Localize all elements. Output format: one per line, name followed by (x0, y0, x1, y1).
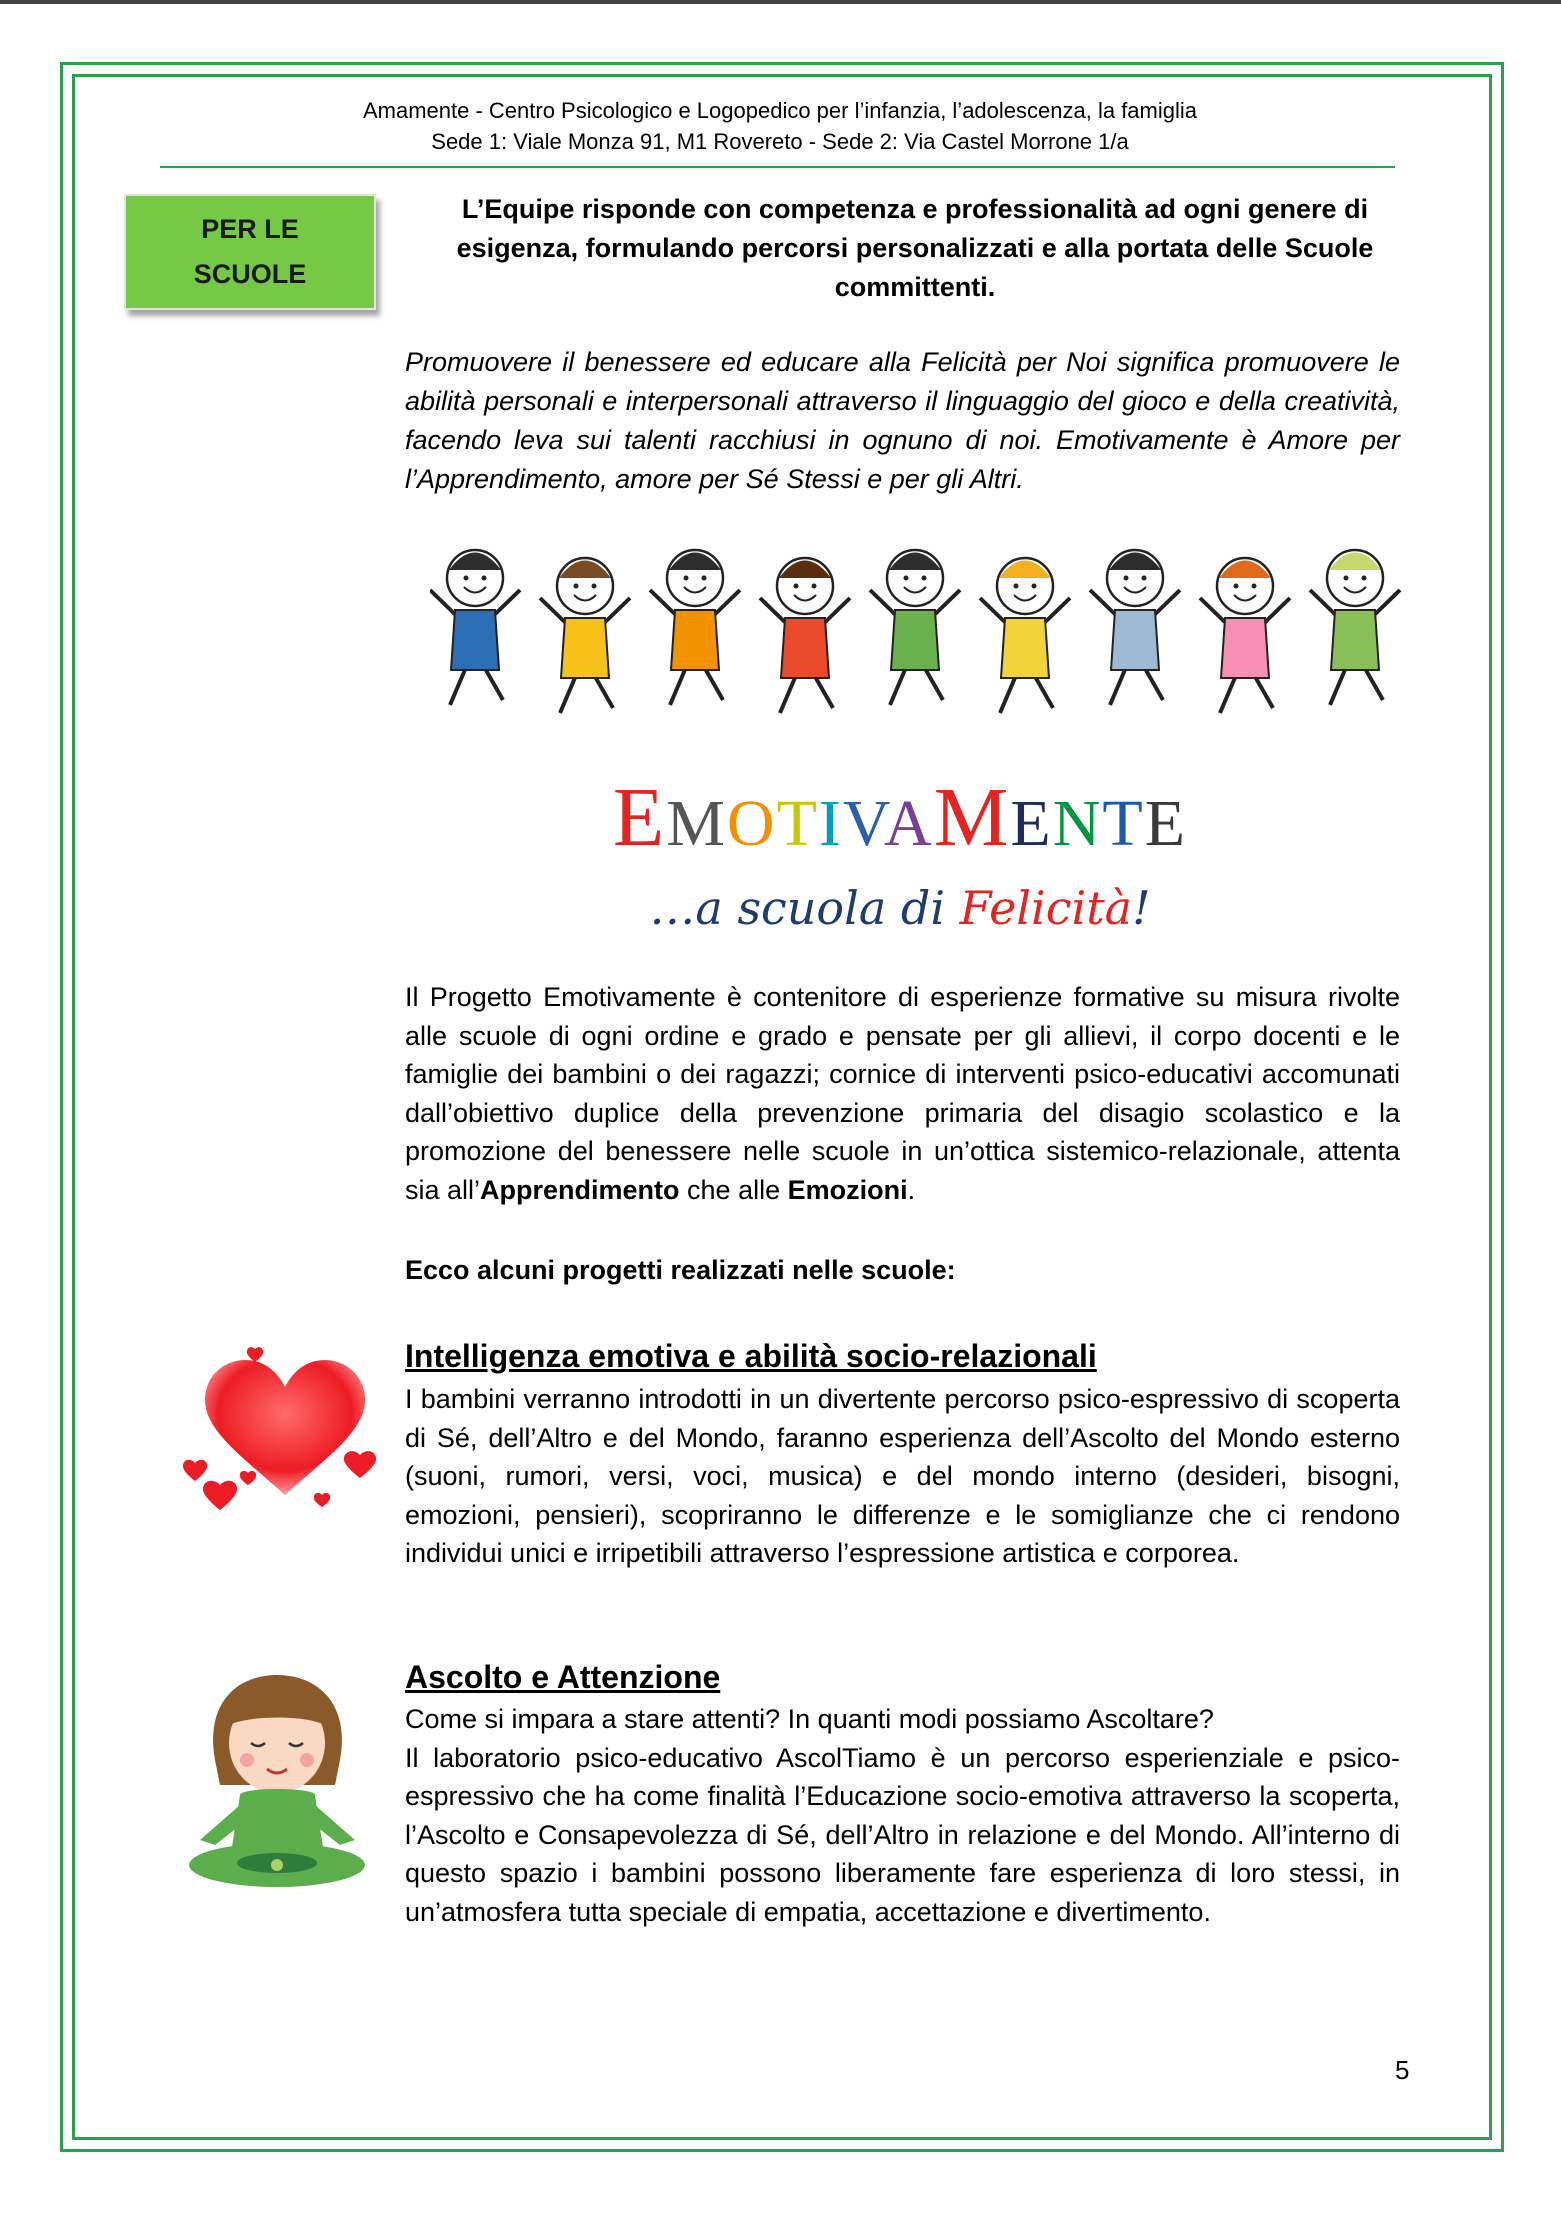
logo-letter: E (1144, 787, 1188, 860)
section-tag-line-2: SCUOLE (193, 259, 307, 289)
logo-letter: E (612, 771, 667, 864)
lead-paragraph: Promuovere il benessere ed educare alla Felicità per Noi significa promuovere le abilità personali e interpersonali attraverso il linguaggio del gioco e della creatività, facendo leva sui talenti racchiusi in ognuno di noi. Emotivamente è Amore per l’Apprendimento, amore per Sé Stessi e per gli Altri. (405, 347, 1400, 494)
header-divider (160, 166, 1395, 168)
logo-letter: T (776, 787, 819, 860)
logo-letter: T (1102, 787, 1145, 860)
subtitle-suffix: ! (1132, 881, 1151, 935)
page-number: 5 (1395, 2055, 1410, 2085)
intro-statement: L’Equipe risponde con competenza e professionalità ad ogni genere di esigenza, formulando percorsi personalizzati e alla portata delle Scuole committenti. (456, 194, 1374, 302)
child-figure (650, 550, 740, 705)
child-figure (980, 558, 1070, 713)
project-1-title: Intelligenza emotiva e abilità socio-relazionali (405, 1338, 1097, 1374)
header-line-1: Amamente - Centro Psicologico e Logopedico per l’infanzia, l’adolescenza, la famiglia (362, 98, 1197, 123)
description-bold-learning: Apprendimento (480, 1174, 680, 1205)
project-description (405, 978, 1400, 1210)
meditating-girl-icon (185, 1665, 370, 1895)
section-tag-line-1: PER LE (201, 214, 299, 244)
dancing-children-illustration (430, 515, 1410, 715)
child-figure (1310, 550, 1400, 705)
logo-letter: A (884, 787, 934, 860)
logo-letter: I (818, 787, 843, 860)
child-figure (540, 558, 630, 713)
logo-letter: V (842, 787, 885, 860)
logo-letter: N (1052, 787, 1103, 860)
project-1-text: I bambini verranno introdotti in un divertente percorso psico-espressivo di scoperta di Sé, dell’Altro e del Mondo, faranno esperienza dell’Ascolto del Mondo esterno (suoni, rumori, versi, voci, musica) e del mondo interno (desideri, bisogni, emozioni, pensieri), scopriranno le differenze e le somiglianze che ci rendono individui unici e irripetibili attraverso l’espressione artistica e corporea. (405, 1384, 1400, 1569)
description-text-mid: che alle (679, 1174, 788, 1205)
child-figure (1090, 550, 1180, 705)
logo-letter: E (1010, 787, 1053, 860)
description-bold-emotions: Emozioni (787, 1174, 908, 1205)
subtitle-prefix: …a scuola di (649, 881, 960, 935)
top-edge-line (0, 0, 1561, 4)
projects-intro: Ecco alcuni progetti realizzati nelle scuole: (405, 1255, 956, 1285)
project-2-description: Il laboratorio psico-educativo AscolTiamo è un percorso esperienziale e psico-espressivo che ha come finalità l’Educazione socio-emotiva attraverso la scoperta, l’Ascolto e Consapevolezza di Sé, dell’Altro in relazione e del Mondo. All’interno di questo spazio i bambini possono liberamente fare esperienza di loro stessi, in un’atmosfera tutta speciale di empatia, accettazione e divertimento. (405, 1742, 1400, 1927)
description-text-end: . (907, 1174, 916, 1205)
description-text: Il Progetto Emotivamente è contenitore di esperienze formative su misura rivolte alle scuole di ogni ordine e grado e pensate per gli allievi, il corpo docenti e le famiglie dei bambini o dei ragazzi; cornice di interventi psico-educativi accomunati dall’obiettivo duplice della prevenzione primaria del disagio scolastico e la promozione del benessere nelle scuole in un’ottica sistemico-relazionale, attenta sia all’ (405, 982, 1400, 1205)
child-figure (1200, 558, 1290, 713)
child-figure (870, 550, 960, 705)
project-2-question: Come si impara a stare attenti? In quanti modi possiamo Ascoltare? (405, 1704, 1214, 1734)
subtitle-highlight: Felicità (959, 881, 1133, 935)
logo-letter: M (933, 771, 1011, 864)
project-2-text (405, 1700, 1400, 1932)
logo-letter: O (726, 787, 777, 860)
header-line-2: Sede 1: Viale Monza 91, M1 Rovereto - Sede 2: Via Castel Morrone 1/a (431, 129, 1129, 154)
child-figure (760, 558, 850, 713)
child-figure (430, 550, 520, 705)
section-tag (124, 194, 376, 310)
heart-icon (180, 1345, 390, 1535)
logo-letter: M (666, 787, 727, 860)
logo-subtitle (300, 878, 1500, 938)
project-2-title: Ascolto e Attenzione (405, 1659, 721, 1695)
emotivamente-logo (300, 768, 1500, 874)
